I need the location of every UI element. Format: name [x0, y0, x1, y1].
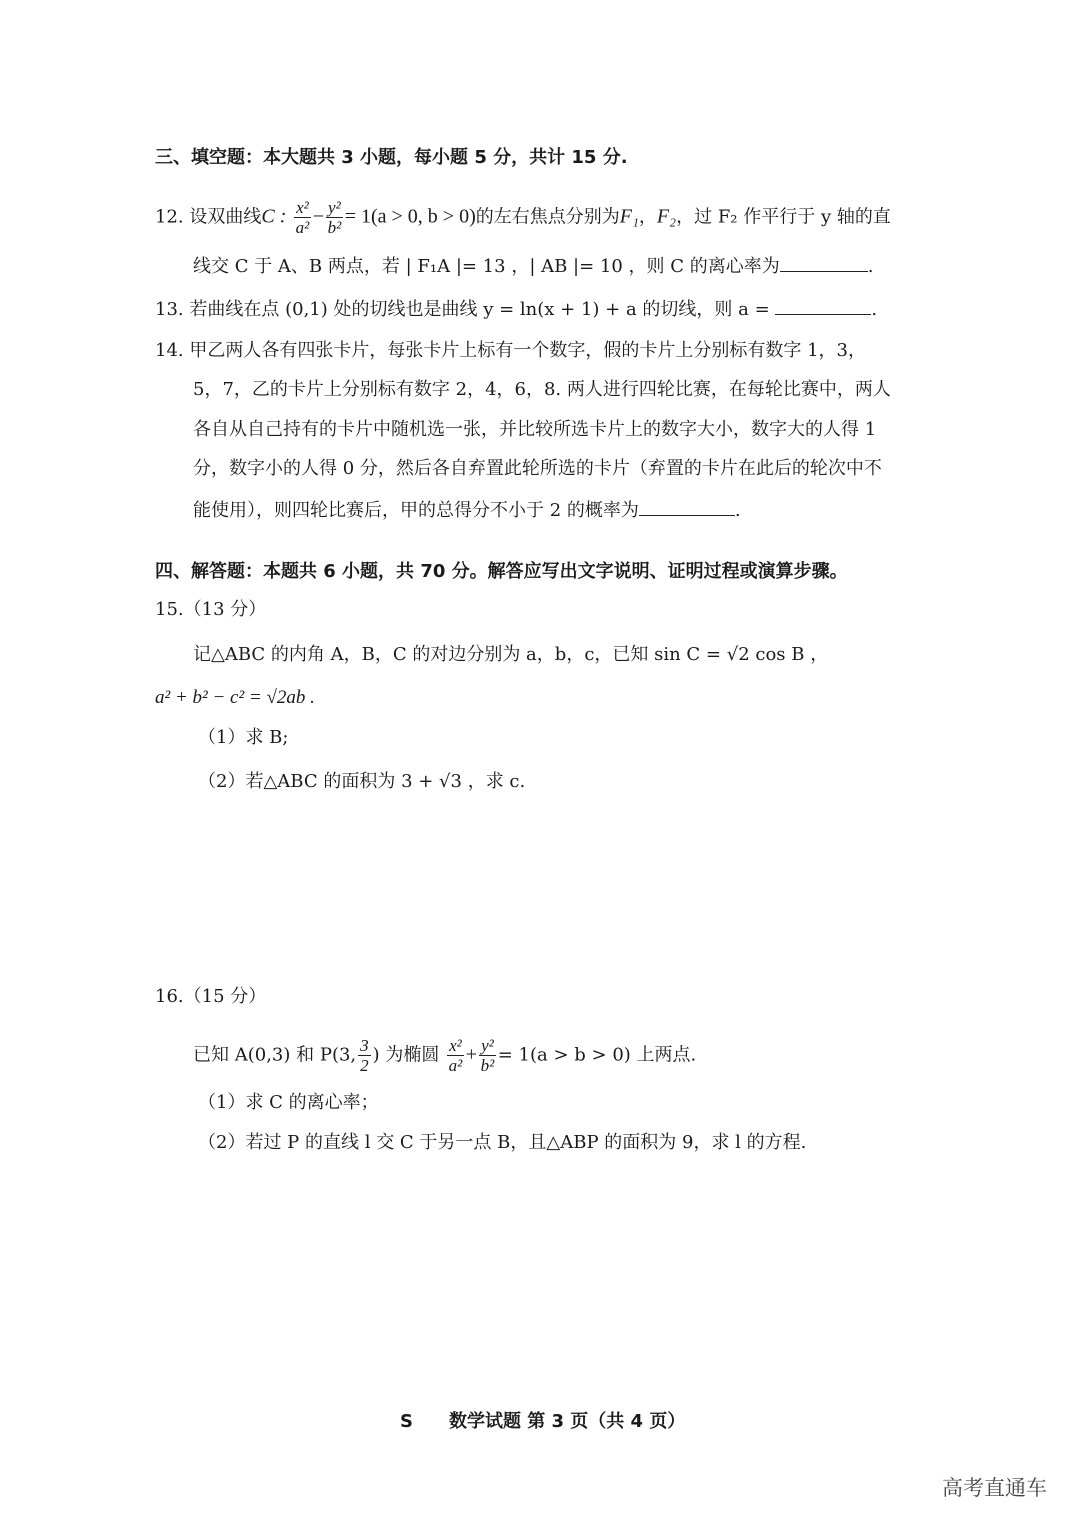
section-4-title: 四、解答题：本题共 6 小题，共 70 分。解答应写出文字说明、证明过程或演算步骤。: [155, 561, 848, 582]
numerator: y²: [328, 198, 341, 217]
question-13: [155, 296, 877, 322]
q12-math: F₁: [619, 205, 639, 228]
denominator: b²: [327, 218, 342, 237]
q12-math: C :: [261, 205, 287, 228]
numerator: 3: [360, 1036, 369, 1055]
question-number: 12.: [155, 206, 184, 228]
q15-equation: a² + b² − c² = √2ab .: [155, 687, 315, 708]
q16-text: = 1(a > b > 0) 上两点.: [497, 1044, 697, 1066]
watermark: 高考直通车: [942, 1476, 1047, 1500]
question-number: 14.: [155, 340, 184, 361]
q16-part-1: （1）求 C 的离心率；: [198, 1092, 379, 1113]
q14-text: 分，数字小的人得 0 分，然后各自弃置此轮所选的卡片（弃置的卡片在此后的轮次中不: [193, 458, 882, 479]
q13-text: .: [871, 299, 878, 320]
q12-text: ，过 F₂ 作平行于 y 轴的直: [676, 206, 891, 228]
fraction: [447, 1036, 464, 1075]
answer-blank: [639, 497, 735, 516]
q12-math: F₂: [656, 205, 677, 228]
answer-blank: [780, 253, 868, 272]
page-footer: S 数学试题 第 3 页（共 4 页）: [400, 1411, 686, 1432]
q16-part-2: （2）若过 P 的直线 l 交 C 于另一点 B，且△ABP 的面积为 9，求 l 的方程.: [198, 1132, 807, 1153]
fraction: [479, 1036, 496, 1075]
q15-text: 记△ABC 的内角 A，B，C 的对边分别为 a，b，c，已知 sin C = √2 cos B ，: [193, 644, 829, 665]
question-number: 13.: [155, 299, 184, 320]
q14-text: 各自从自己持有的卡片中随机选一张，并比较所选卡片上的数字大小，数字大的人得 1: [193, 419, 877, 440]
q14-text: 5，7，乙的卡片上分别标有数字 2，4，6，8. 两人进行四轮比赛，在每轮比赛中，两人: [193, 379, 891, 400]
question-14: [155, 339, 866, 363]
q16-text: ) 为椭圆: [372, 1044, 440, 1066]
denominator: a²: [448, 1056, 463, 1075]
question-15-header: 15.（13 分）: [155, 599, 267, 620]
q14-last-line: [193, 497, 741, 523]
answer-blank: [775, 296, 871, 315]
question-16-header: 16.（15 分）: [155, 986, 267, 1007]
fraction: [358, 1036, 371, 1075]
denominator: a²: [295, 218, 310, 237]
q14-text: 甲乙两人各有四张卡片，每张卡片上标有一个数字，假的卡片上分别标有数字 1，3，: [189, 340, 866, 361]
question-12: [155, 198, 891, 237]
fraction: [326, 198, 343, 237]
q13-text: 若曲线在点 (0,1) 处的切线也是曲线 y = ln(x + 1) + a 的切线，则 a =: [189, 299, 770, 320]
q12-text: 线交 C 于 A、B 两点，若 | F₁A |= 13 ，| AB |= 10 ，则 C 的离心率为: [193, 256, 780, 277]
numerator: x²: [449, 1036, 462, 1055]
numerator: x²: [296, 198, 309, 217]
q16-text: 已知 A(0,3) 和 P(3,: [193, 1044, 357, 1066]
q12-text: 的左右焦点分别为: [475, 206, 620, 228]
q12-text: ，: [638, 206, 657, 228]
section-3-title: 三、填空题：本大题共 3 小题，每小题 5 分，共计 15 分.: [155, 147, 628, 168]
q12-math: −: [312, 205, 325, 228]
q12-text: .: [867, 256, 874, 277]
numerator: y²: [481, 1036, 494, 1055]
q14-text: .: [734, 500, 741, 521]
denominator: b²: [480, 1056, 495, 1075]
q15-part-2: （2）若△ABC 的面积为 3 + √3 ，求 c.: [198, 771, 526, 792]
denominator: 2: [360, 1056, 369, 1075]
q14-text: 能使用），则四轮比赛后，甲的总得分不小于 2 的概率为: [193, 500, 639, 521]
q16-math: +: [465, 1043, 478, 1066]
fraction: [294, 198, 311, 237]
q12-text: 设双曲线: [189, 206, 262, 228]
q12-math: = 1(a > 0, b > 0): [344, 205, 476, 228]
q15-part-1: （1）求 B;: [198, 727, 289, 748]
q16-text: [193, 1036, 696, 1075]
question-12-line-2: [193, 253, 874, 279]
